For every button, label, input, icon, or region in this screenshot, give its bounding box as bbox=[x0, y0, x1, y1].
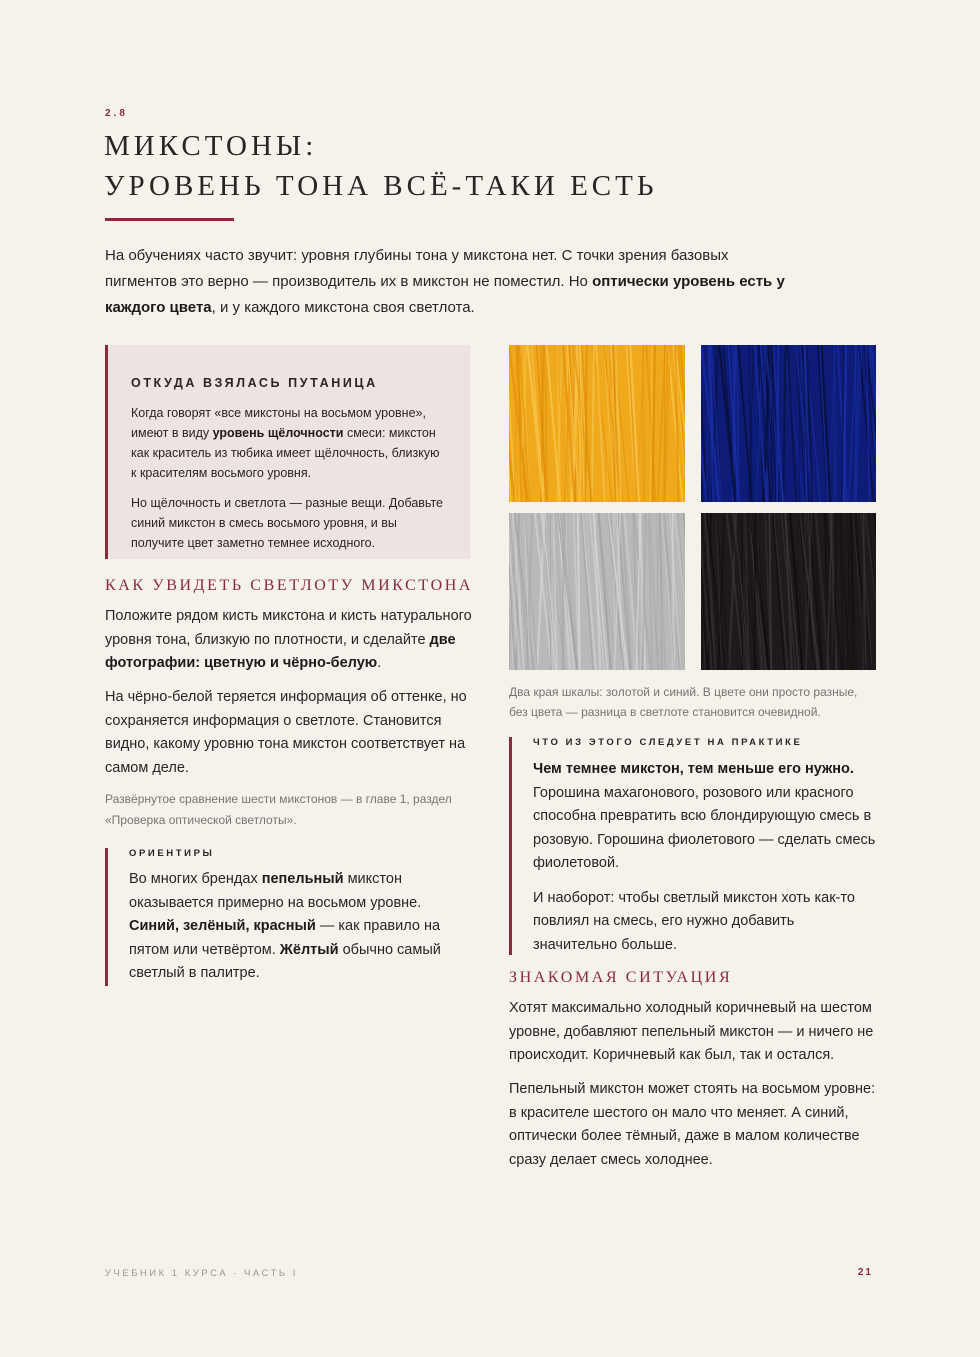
familiar-paragraph-1: Хотят максимально холодный коричневый на шестом уровне, добавляют пепельный микстон — и ничего не происходит. Коричневый как был, так и остался. bbox=[509, 1000, 874, 1063]
guidelines-text-2: микстон оказывается примерно на восьмом уровне. bbox=[129, 871, 422, 911]
familiar-paragraph-2: Пепельный микстон может стоять на восьмом уровне: в красителе шестого он мало что меняет. А синий, оптически более тёмный, даже в малом количестве сразу делает смесь холоднее. bbox=[509, 1081, 876, 1168]
guidelines-emphasis-2: Синий, зелёный, красный bbox=[129, 918, 316, 934]
confusion-paragraph-1 bbox=[131, 403, 446, 483]
title-divider bbox=[105, 218, 234, 221]
how-to-see-paragraph-2: На чёрно-белой теряется информация об оттенке, но сохраняется информация о светлоте. Становится видно, какому уровню тона микстон соответствует на самом деле. bbox=[105, 689, 467, 776]
page-number: 21 bbox=[857, 1267, 873, 1278]
hair-strand bbox=[608, 345, 609, 502]
confusion-text-end: смеси: микстон как краситель из тюбика имеет щёлочность, близкую к красителям восьмого уровня. bbox=[131, 426, 440, 480]
how-to-see-paragraph-1 bbox=[105, 605, 475, 676]
practice-kicker: ЧТО ИЗ ЭТОГО СЛЕДУЕТ НА ПРАКТИКЕ bbox=[533, 737, 803, 748]
gold-mixton-color-image bbox=[509, 345, 685, 502]
guidelines-kicker: ОРИЕНТИРЫ bbox=[129, 848, 215, 859]
photo-blue-color bbox=[701, 345, 876, 502]
practice-paragraph-2: И наоборот: чтобы светлый микстон хоть как-то повлиял на смесь, его нужно добавить значительно больше. bbox=[533, 889, 855, 953]
intro-text: На обучениях часто звучит: уровня глубины тона у микстона нет. С точки зрения базовых пигментов это верно — производитель их в микстон не поместил. Но bbox=[105, 247, 729, 290]
confusion-callout bbox=[105, 345, 470, 559]
guidelines-text-1: Во многих брендах bbox=[129, 871, 262, 887]
guidelines-emphasis-3: Жёлтый bbox=[279, 941, 339, 958]
hair-strand bbox=[799, 345, 800, 502]
blue-mixton-color-image bbox=[701, 345, 876, 502]
section-number: 2.8 bbox=[105, 108, 128, 119]
familiar-heading: ЗНАКОМАЯ СИТУАЦИЯ bbox=[509, 969, 733, 986]
practice-callout bbox=[509, 737, 879, 955]
confusion-kicker: ОТКУДА ВЗЯЛАСЬ ПУТАНИЦА bbox=[131, 376, 378, 390]
practice-paragraph-1 bbox=[533, 758, 879, 876]
confusion-text: Когда говорят «все микстоны на восьмом уровне», имеют в виду bbox=[131, 406, 426, 440]
confusion-paragraph-2: Но щёлочность и светлота — разные вещи. Добавьте синий микстон в смесь восьмого уровня, и вы получите цвет заметно темнее исходного. bbox=[131, 496, 443, 550]
how-to-see-text: Положите рядом кисть микстона и кисть натурального уровня тона, близкую по плотности, и сделайте bbox=[105, 608, 472, 648]
guidelines-callout bbox=[105, 848, 475, 986]
photo-gold-color bbox=[509, 345, 685, 502]
practice-text: Горошина махагонового, розового или красного способна превратить всю блондирующую смесь в розовую. Горошина фиолетового — сделать смесь фиолетовой. bbox=[533, 784, 876, 871]
guidelines-text-3: — как правило на пятом или четвёртом. bbox=[129, 918, 441, 958]
how-to-see-heading: КАК УВИДЕТЬ СВЕТЛОТУ МИКСТОНА bbox=[105, 577, 474, 594]
how-to-see-emphasis: две фотографии: цветную и чёрно-белую bbox=[105, 631, 456, 671]
confusion-emphasis: уровень щёлочности bbox=[212, 426, 344, 440]
guidelines-paragraph bbox=[129, 868, 475, 986]
cross-reference-note: Развёрнутое сравнение шести микстонов — в главе 1, раздел «Проверка оптической светлоты». bbox=[105, 792, 452, 827]
photo-blue-grayscale bbox=[701, 513, 876, 670]
photo-caption: Два края шкалы: золотой и синий. В цвете они просто разные, без цвета — разница в светлоте становится очевидной. bbox=[509, 685, 858, 719]
intro-paragraph bbox=[105, 243, 795, 321]
page-title bbox=[104, 126, 864, 206]
how-to-see-text-end: . bbox=[377, 655, 382, 671]
practice-lead: Чем темнее микстон, тем меньше его нужно. bbox=[533, 761, 854, 777]
title-line-2: УРОВЕНЬ ТОНА ВСЁ-ТАКИ ЕСТЬ bbox=[104, 170, 658, 202]
photo-gold-grayscale bbox=[509, 513, 685, 670]
hair-strand bbox=[755, 513, 756, 670]
intro-emphasis: оптически уровень есть у каждого цвета bbox=[105, 273, 785, 316]
footer-book-title: УЧЕБНИК 1 КУРСА · ЧАСТЬ I bbox=[105, 1268, 298, 1279]
gold-mixton-grayscale-image bbox=[509, 513, 685, 670]
intro-text-end: , и у каждого микстона своя светлота. bbox=[211, 299, 475, 316]
blue-mixton-grayscale-image bbox=[701, 513, 876, 670]
guidelines-emphasis-1: пепельный bbox=[261, 871, 344, 887]
hair-strand bbox=[563, 513, 564, 670]
guidelines-text-4: обычно самый светлый в палитре. bbox=[129, 941, 441, 981]
title-line-1: МИКСТОНЫ: bbox=[104, 130, 318, 162]
